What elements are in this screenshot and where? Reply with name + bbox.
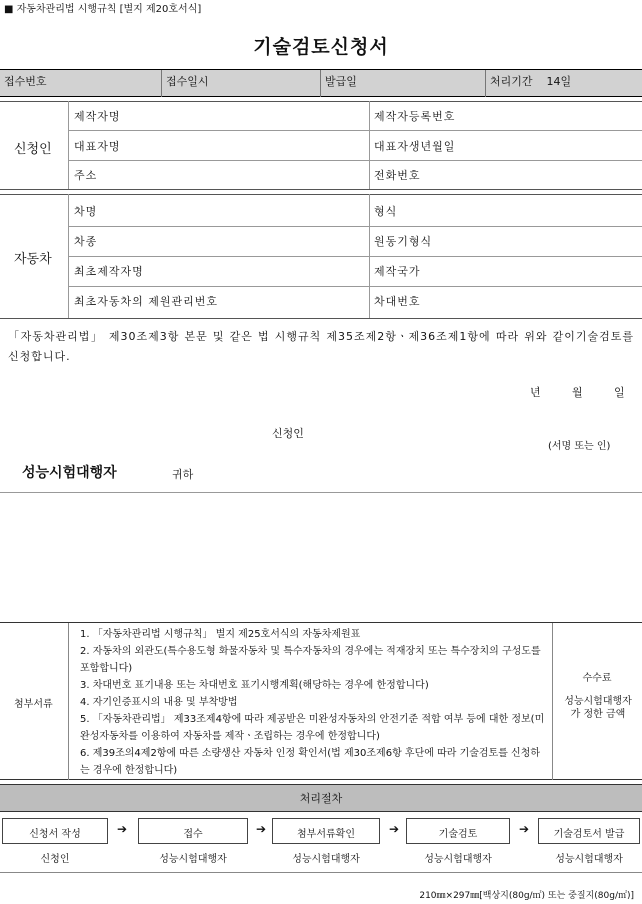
application-statement: 「자동차관리법」 제30조제3항 본문 및 같은 법 시행규칙 제35조제2항ㆍ제36조제1항에 따라 위와 같이기술검토를 신청합니다. <box>8 330 634 363</box>
first-manufacturer-field[interactable]: 최초제작자명 <box>74 265 144 278</box>
date-month[interactable]: 월 <box>572 386 583 399</box>
receipt-number-label: 접수번호 <box>4 75 47 88</box>
attachment-item: 1. 「자동차관리법 시행규칙」 별지 제25호서식의 자동차제원표 <box>80 629 361 640</box>
attachment-item: 5. 「자동차관리법」 제33조제4항에 따라 제공받은 미완성자동차의 안전기준 적합 여부 등에 대한 정보(미완성자동차를 이용하여 자동차를 제작ㆍ조립하는 경우에 한정합니다) <box>80 714 545 742</box>
receipt-number-field[interactable] <box>0 70 162 97</box>
step-technical-review: 기술검토 <box>406 818 510 844</box>
receipt-bar <box>0 69 642 97</box>
representative-birth-field[interactable]: 대표자생년월일 <box>374 140 456 153</box>
arrow-right-icon: ➔ <box>117 822 128 836</box>
receipt-date-label: 접수일시 <box>166 75 209 88</box>
arrow-right-icon: ➔ <box>389 822 400 836</box>
step-write-application: 신청서 작성 <box>2 818 108 844</box>
vehicle-type-field[interactable]: 차종 <box>74 235 98 248</box>
vin-field[interactable]: 차대번호 <box>374 295 421 308</box>
page-title: 기술검토신청서 <box>253 36 389 58</box>
applicant-section-label: 신청인 <box>14 142 52 157</box>
model-field[interactable]: 형식 <box>374 205 398 218</box>
step-actor: 성능시험대행자 <box>555 854 623 865</box>
recipient-honorific: 귀하 <box>172 468 194 481</box>
signature-note[interactable]: (서명 또는 인) <box>548 441 611 452</box>
country-field[interactable]: 제작국가 <box>374 265 421 278</box>
address-field[interactable]: 주소 <box>74 169 98 182</box>
step-issue-review: 기술검토서 발급 <box>538 818 640 844</box>
procedure-title: 처리절차 <box>0 784 642 812</box>
issue-date-field[interactable] <box>321 70 486 97</box>
step-actor: 성능시험대행자 <box>292 854 360 865</box>
step-actor: 신청인 <box>40 854 70 865</box>
phone-field[interactable]: 전화번호 <box>374 169 421 182</box>
fee-label: 수수료 <box>582 673 612 684</box>
first-vin-field[interactable]: 최초자동차의 제원관리번호 <box>74 295 219 308</box>
attachment-item: 3. 차대번호 표기내용 또는 차대번호 표기시행계획(해당하는 경우에 한정합니다) <box>80 680 429 691</box>
step-receipt: 접수 <box>138 818 248 844</box>
date-year[interactable]: 년 <box>530 386 541 399</box>
vehicle-name-field[interactable]: 차명 <box>74 205 98 218</box>
step-actor: 성능시험대행자 <box>424 854 492 865</box>
attachment-item: 2. 자동차의 외관도(특수용도형 화물자동차 및 특수자동차의 경우에는 적재장치 또는 특수장치의 구성도를 포함합니다) <box>80 646 541 674</box>
paper-spec-footer: 210㎜×297㎜[백상지(80g/㎡) 또는 중질지(80g/㎡)] <box>419 891 634 901</box>
fee-text: 성능시험대행자가 정한 금액 <box>564 696 632 720</box>
processing-period-field <box>486 70 642 97</box>
step-check-attachments: 첨부서류확인 <box>272 818 380 844</box>
attachments-section <box>0 622 642 780</box>
attachment-item: 6. 제39조의4제2항에 따른 소량생산 자동차 인정 확인서(법 제30조제6항 후단에 따라 기술검토를 신청하는 경우에 한정합니다) <box>80 748 541 776</box>
arrow-right-icon: ➔ <box>519 822 530 836</box>
attachments-list <box>80 626 548 779</box>
manufacturer-reg-no-field[interactable]: 제작자등록번호 <box>374 110 456 123</box>
processing-period-label: 처리기간 <box>490 75 533 88</box>
engine-model-field[interactable]: 원동기형식 <box>374 235 433 248</box>
receipt-date-field[interactable] <box>162 70 321 97</box>
attachment-item: 4. 자기인증표시의 내용 및 부착방법 <box>80 697 238 708</box>
applicant-sign-label: 신청인 <box>272 427 304 440</box>
processing-days-value: 14일 <box>546 75 572 88</box>
attachments-label: 첨부서류 <box>14 699 53 710</box>
step-actor: 성능시험대행자 <box>159 854 227 865</box>
arrow-right-icon: ➔ <box>256 822 267 836</box>
form-reference: ■ 자동차관리법 시행규칙 [별지 제20호서식] <box>4 4 202 15</box>
issue-date-label: 발급일 <box>325 75 357 88</box>
representative-name-field[interactable]: 대표자명 <box>74 140 121 153</box>
recipient-name: 성능시험대행자 <box>22 465 117 481</box>
date-day[interactable]: 일 <box>614 386 625 399</box>
manufacturer-name-field[interactable]: 제작자명 <box>74 110 121 123</box>
vehicle-section-label: 자동차 <box>14 252 52 267</box>
